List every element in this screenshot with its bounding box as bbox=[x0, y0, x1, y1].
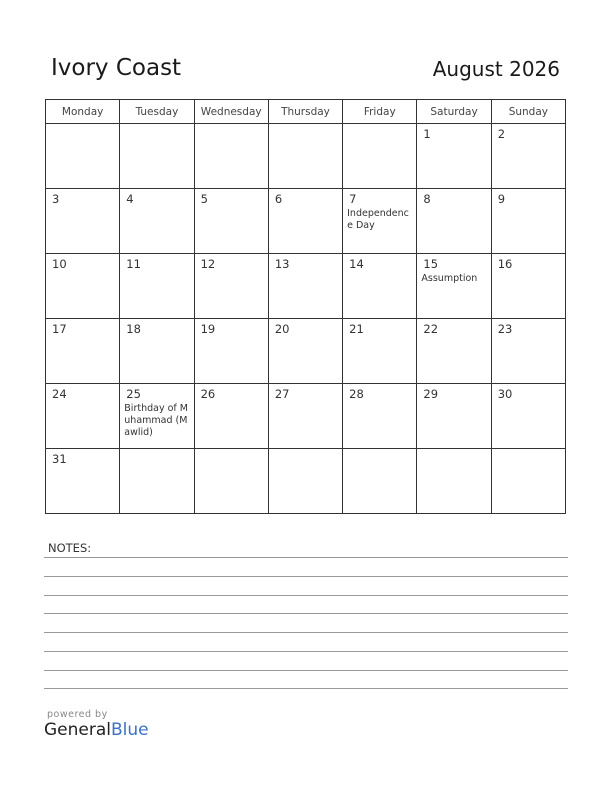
day-number: 4 bbox=[126, 192, 134, 206]
weekday-header: Saturday bbox=[417, 100, 491, 124]
calendar-country-title: Ivory Coast bbox=[51, 55, 182, 81]
brand-blue-text: Blue bbox=[111, 720, 149, 740]
note-line bbox=[44, 557, 568, 558]
powered-by-text: powered by bbox=[47, 709, 108, 720]
day-number: 5 bbox=[200, 192, 208, 206]
calendar-day-cell[interactable] bbox=[46, 319, 120, 384]
day-number: 10 bbox=[52, 257, 67, 271]
weekday-header: Monday bbox=[46, 100, 120, 124]
calendar-grid bbox=[45, 99, 566, 514]
calendar-day-cell[interactable] bbox=[120, 449, 194, 514]
calendar-day-cell[interactable] bbox=[491, 319, 565, 384]
day-number: 1 bbox=[423, 127, 431, 141]
holiday-label: Birthday of Muhammad (Mawlid) bbox=[124, 403, 188, 438]
day-number: 7 bbox=[349, 192, 357, 206]
brand-general-text: General bbox=[44, 720, 111, 740]
day-number: 20 bbox=[274, 322, 290, 336]
day-number: 8 bbox=[423, 192, 431, 206]
calendar-day-cell[interactable] bbox=[343, 384, 417, 449]
calendar-day-cell[interactable] bbox=[343, 254, 417, 319]
calendar-day-cell[interactable] bbox=[194, 319, 268, 384]
calendar-day-cell[interactable] bbox=[46, 449, 120, 514]
calendar-month-title: August 2026 bbox=[432, 57, 560, 81]
note-line bbox=[44, 613, 568, 614]
calendar-day-cell[interactable] bbox=[491, 254, 565, 319]
calendar-day-cell[interactable] bbox=[343, 124, 417, 189]
calendar-day-cell[interactable] bbox=[417, 124, 491, 189]
calendar-day-cell[interactable] bbox=[491, 449, 565, 514]
day-number: 11 bbox=[126, 257, 141, 271]
day-number: 12 bbox=[200, 257, 216, 271]
calendar-day-cell[interactable] bbox=[46, 189, 120, 254]
day-number: 23 bbox=[497, 322, 513, 336]
calendar-day-cell[interactable] bbox=[268, 254, 342, 319]
day-number: 26 bbox=[200, 387, 216, 401]
day-number: 28 bbox=[349, 387, 364, 401]
calendar-day-cell[interactable] bbox=[268, 449, 342, 514]
day-number: 9 bbox=[497, 192, 506, 206]
calendar-day-cell[interactable] bbox=[120, 319, 194, 384]
day-number: 31 bbox=[52, 452, 67, 466]
day-number: 25 bbox=[126, 387, 141, 401]
weekday-header: Sunday bbox=[491, 100, 565, 124]
calendar-day-cell[interactable] bbox=[46, 254, 120, 319]
calendar-day-cell[interactable] bbox=[46, 384, 120, 449]
weekday-header: Thursday bbox=[268, 100, 342, 124]
calendar-week-row bbox=[46, 189, 566, 254]
note-line bbox=[44, 595, 568, 596]
day-number: 22 bbox=[423, 322, 439, 336]
note-line bbox=[44, 651, 568, 652]
day-number: 18 bbox=[126, 322, 141, 336]
day-number: 19 bbox=[200, 322, 216, 336]
calendar-week-row bbox=[46, 254, 566, 319]
day-number: 13 bbox=[274, 257, 290, 271]
calendar-day-cell[interactable] bbox=[120, 189, 194, 254]
calendar-day-cell[interactable] bbox=[417, 449, 491, 514]
day-number: 17 bbox=[52, 322, 67, 336]
holiday-label: Independence Day bbox=[347, 208, 409, 231]
calendar-week-row bbox=[46, 319, 566, 384]
calendar-day-cell[interactable] bbox=[343, 319, 417, 384]
calendar-day-cell[interactable] bbox=[268, 319, 342, 384]
calendar-day-cell[interactable] bbox=[194, 124, 268, 189]
calendar-day-cell[interactable] bbox=[417, 384, 491, 449]
note-line bbox=[44, 670, 568, 671]
calendar-day-cell[interactable] bbox=[491, 189, 565, 254]
calendar-day-cell[interactable] bbox=[268, 124, 342, 189]
day-number: 6 bbox=[274, 192, 283, 206]
weekday-header: Wednesday bbox=[194, 100, 268, 124]
calendar-day-cell[interactable] bbox=[194, 189, 268, 254]
note-line bbox=[44, 688, 568, 689]
day-number: 30 bbox=[497, 387, 513, 401]
calendar-day-cell[interactable] bbox=[343, 449, 417, 514]
holiday-label: Assumption bbox=[421, 273, 478, 284]
day-number: 16 bbox=[497, 257, 513, 271]
calendar-day-cell[interactable] bbox=[417, 254, 491, 319]
day-number: 3 bbox=[52, 192, 60, 206]
calendar-week-row bbox=[46, 124, 566, 189]
calendar-day-cell[interactable] bbox=[343, 189, 417, 254]
calendar-day-cell[interactable] bbox=[120, 124, 194, 189]
day-number: 29 bbox=[423, 387, 439, 401]
day-number: 15 bbox=[423, 257, 439, 271]
weekday-header-row bbox=[46, 100, 566, 124]
calendar-day-cell[interactable] bbox=[194, 384, 268, 449]
calendar-day-cell[interactable] bbox=[268, 384, 342, 449]
day-number: 2 bbox=[497, 127, 506, 141]
calendar-day-cell[interactable] bbox=[491, 124, 565, 189]
calendar-day-cell[interactable] bbox=[194, 449, 268, 514]
calendar-day-cell[interactable] bbox=[491, 384, 565, 449]
day-number: 14 bbox=[349, 257, 364, 271]
weekday-header: Friday bbox=[343, 100, 417, 124]
calendar-day-cell[interactable] bbox=[417, 189, 491, 254]
notes-label: NOTES: bbox=[48, 541, 92, 555]
calendar-day-cell[interactable] bbox=[194, 254, 268, 319]
day-number: 27 bbox=[274, 387, 290, 401]
calendar-week-row bbox=[46, 449, 566, 514]
brand-logo[interactable] bbox=[44, 720, 149, 740]
calendar-day-cell[interactable] bbox=[120, 254, 194, 319]
day-number: 21 bbox=[349, 322, 364, 336]
calendar-day-cell[interactable] bbox=[268, 189, 342, 254]
calendar-day-cell[interactable] bbox=[120, 384, 194, 449]
note-line bbox=[44, 632, 568, 633]
day-number: 24 bbox=[52, 387, 67, 401]
note-line bbox=[44, 576, 568, 577]
calendar-day-cell[interactable] bbox=[417, 319, 491, 384]
calendar-day-cell[interactable] bbox=[46, 124, 120, 189]
weekday-header: Tuesday bbox=[120, 100, 194, 124]
calendar-week-row bbox=[46, 384, 566, 449]
